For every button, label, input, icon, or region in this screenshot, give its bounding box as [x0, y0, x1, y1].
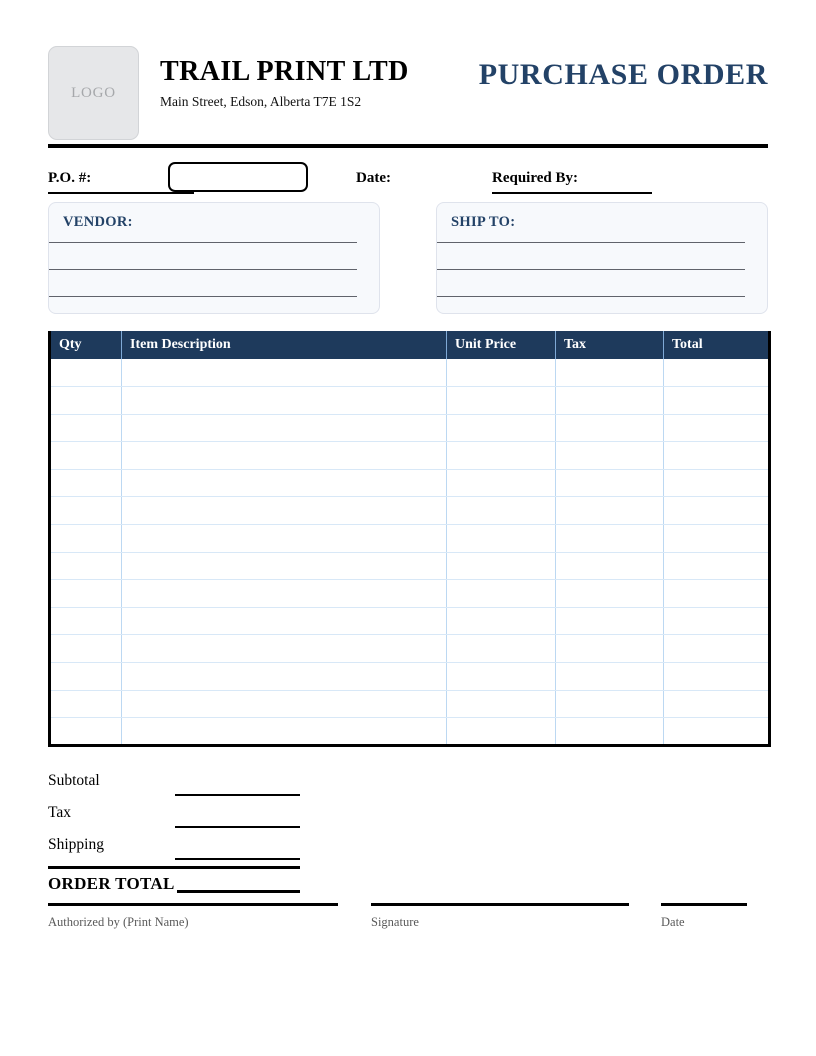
cell-unit-price[interactable]: [447, 359, 556, 387]
tax-row: [48, 800, 348, 832]
cell-item-description[interactable]: [122, 690, 447, 718]
cell-item-description[interactable]: [122, 718, 447, 746]
cell-total[interactable]: [664, 607, 770, 635]
column-header-unit-price: Unit Price: [447, 331, 556, 359]
cell-total[interactable]: [664, 718, 770, 746]
cell-tax[interactable]: [556, 387, 664, 415]
cell-qty[interactable]: [50, 359, 122, 387]
po-number-label: P.O. #:: [48, 170, 92, 186]
cell-total[interactable]: [664, 414, 770, 442]
vendor-box: [48, 202, 380, 314]
shipping-label: Shipping: [48, 836, 104, 853]
table-row: [50, 387, 770, 415]
shipping-input-line[interactable]: [175, 858, 300, 860]
tax-input-line[interactable]: [175, 826, 300, 828]
vendor-line-2[interactable]: [49, 269, 357, 270]
required-by-label: Required By:: [492, 170, 578, 186]
cell-total[interactable]: [664, 580, 770, 608]
column-header-qty: Qty: [50, 331, 122, 359]
cell-total[interactable]: [664, 525, 770, 553]
signature-date-field: [661, 903, 747, 930]
logo-placeholder[interactable]: [48, 46, 139, 140]
cell-tax[interactable]: [556, 718, 664, 746]
signature-date-line[interactable]: [661, 903, 747, 906]
ship-to-line-1[interactable]: [437, 242, 745, 243]
cell-qty[interactable]: [50, 580, 122, 608]
table-row: [50, 580, 770, 608]
cell-item-description[interactable]: [122, 387, 447, 415]
subtotal-label: Subtotal: [48, 772, 100, 789]
order-total-label: ORDER TOTAL: [48, 874, 175, 893]
cell-item-description[interactable]: [122, 469, 447, 497]
cell-unit-price[interactable]: [447, 690, 556, 718]
totals-divider-rule: [48, 866, 300, 869]
cell-qty[interactable]: [50, 635, 122, 663]
cell-qty[interactable]: [50, 525, 122, 553]
table-row: [50, 414, 770, 442]
cell-item-description[interactable]: [122, 607, 447, 635]
cell-qty[interactable]: [50, 718, 122, 746]
cell-item-description[interactable]: [122, 663, 447, 691]
cell-unit-price[interactable]: [447, 469, 556, 497]
document-title: PURCHASE ORDER: [478, 58, 768, 91]
line-items-table: [48, 331, 771, 747]
cell-total[interactable]: [664, 690, 770, 718]
column-header-total: Total: [664, 331, 770, 359]
company-name: TRAIL PRINT LTD: [160, 56, 409, 87]
cell-qty[interactable]: [50, 414, 122, 442]
ship-to-box: [436, 202, 768, 314]
cell-unit-price[interactable]: [447, 580, 556, 608]
cell-qty[interactable]: [50, 690, 122, 718]
cell-total[interactable]: [664, 497, 770, 525]
column-header-item-description: Item Description: [122, 331, 447, 359]
cell-item-description[interactable]: [122, 552, 447, 580]
company-block: [160, 56, 409, 111]
required-by-input-line[interactable]: [492, 192, 652, 194]
authorized-by-field: [48, 903, 338, 930]
table-row: [50, 359, 770, 387]
ship-to-label: SHIP TO:: [451, 214, 516, 230]
table-row: [50, 442, 770, 470]
cell-unit-price[interactable]: [447, 414, 556, 442]
table-row: [50, 552, 770, 580]
cell-unit-price[interactable]: [447, 387, 556, 415]
po-number-input[interactable]: [168, 162, 308, 192]
cell-tax[interactable]: [556, 414, 664, 442]
cell-qty[interactable]: [50, 497, 122, 525]
order-total-input-line[interactable]: [177, 890, 300, 893]
ship-to-line-3[interactable]: [437, 296, 745, 297]
signature-field: [371, 903, 629, 930]
table-row: [50, 525, 770, 553]
cell-item-description[interactable]: [122, 497, 447, 525]
subtotal-input-line[interactable]: [175, 794, 300, 796]
cell-tax[interactable]: [556, 607, 664, 635]
shipping-row: [48, 832, 348, 864]
cell-unit-price[interactable]: [447, 525, 556, 553]
cell-tax[interactable]: [556, 525, 664, 553]
cell-tax[interactable]: [556, 690, 664, 718]
cell-qty[interactable]: [50, 442, 122, 470]
table-row: [50, 497, 770, 525]
cell-item-description[interactable]: [122, 359, 447, 387]
tax-label: Tax: [48, 804, 72, 821]
cell-unit-price[interactable]: [447, 442, 556, 470]
cell-tax[interactable]: [556, 663, 664, 691]
cell-total[interactable]: [664, 387, 770, 415]
table-row: [50, 469, 770, 497]
table-header-row: [50, 331, 770, 359]
authorized-by-line[interactable]: [48, 903, 338, 906]
vendor-line-3[interactable]: [49, 296, 357, 297]
authorized-by-label: Authorized by (Print Name): [48, 915, 189, 929]
document-header: [48, 46, 768, 138]
cell-tax[interactable]: [556, 552, 664, 580]
cell-item-description[interactable]: [122, 442, 447, 470]
totals-section: [48, 768, 348, 864]
signature-line[interactable]: [371, 903, 629, 906]
cell-unit-price[interactable]: [447, 718, 556, 746]
vendor-label: VENDOR:: [63, 214, 133, 230]
vendor-line-1[interactable]: [49, 242, 357, 243]
cell-total[interactable]: [664, 635, 770, 663]
cell-item-description[interactable]: [122, 635, 447, 663]
cell-tax[interactable]: [556, 635, 664, 663]
cell-item-description[interactable]: [122, 414, 447, 442]
date-label: Date:: [356, 170, 391, 186]
order-meta-row: [48, 162, 768, 196]
cell-unit-price[interactable]: [447, 635, 556, 663]
po-number-label-underline: [48, 192, 194, 194]
cell-total[interactable]: [664, 442, 770, 470]
cell-qty[interactable]: [50, 469, 122, 497]
signature-label: Signature: [371, 915, 419, 929]
cell-qty[interactable]: [50, 387, 122, 415]
cell-total[interactable]: [664, 469, 770, 497]
cell-item-description[interactable]: [122, 580, 447, 608]
ship-to-line-2[interactable]: [437, 269, 745, 270]
logo-text: LOGO: [71, 84, 116, 101]
cell-unit-price[interactable]: [447, 607, 556, 635]
cell-total[interactable]: [664, 552, 770, 580]
cell-tax[interactable]: [556, 469, 664, 497]
cell-item-description[interactable]: [122, 525, 447, 553]
cell-unit-price[interactable]: [447, 552, 556, 580]
table-row: [50, 718, 770, 746]
column-header-tax: Tax: [556, 331, 664, 359]
cell-qty[interactable]: [50, 607, 122, 635]
line-items-body: [50, 359, 770, 745]
table-row: [50, 607, 770, 635]
signature-date-label: Date: [661, 915, 685, 929]
table-row: [50, 690, 770, 718]
cell-tax[interactable]: [556, 359, 664, 387]
company-address: Main Street, Edson, Alberta T7E 1S2: [160, 94, 362, 109]
cell-unit-price[interactable]: [447, 497, 556, 525]
header-divider-rule: [48, 144, 768, 148]
cell-qty[interactable]: [50, 663, 122, 691]
cell-tax[interactable]: [556, 580, 664, 608]
cell-tax[interactable]: [556, 497, 664, 525]
cell-total[interactable]: [664, 663, 770, 691]
table-row: [50, 635, 770, 663]
table-row: [50, 663, 770, 691]
subtotal-row: [48, 768, 348, 800]
cell-total[interactable]: [664, 359, 770, 387]
cell-unit-price[interactable]: [447, 663, 556, 691]
cell-qty[interactable]: [50, 552, 122, 580]
line-items-header: [50, 331, 770, 359]
cell-tax[interactable]: [556, 442, 664, 470]
